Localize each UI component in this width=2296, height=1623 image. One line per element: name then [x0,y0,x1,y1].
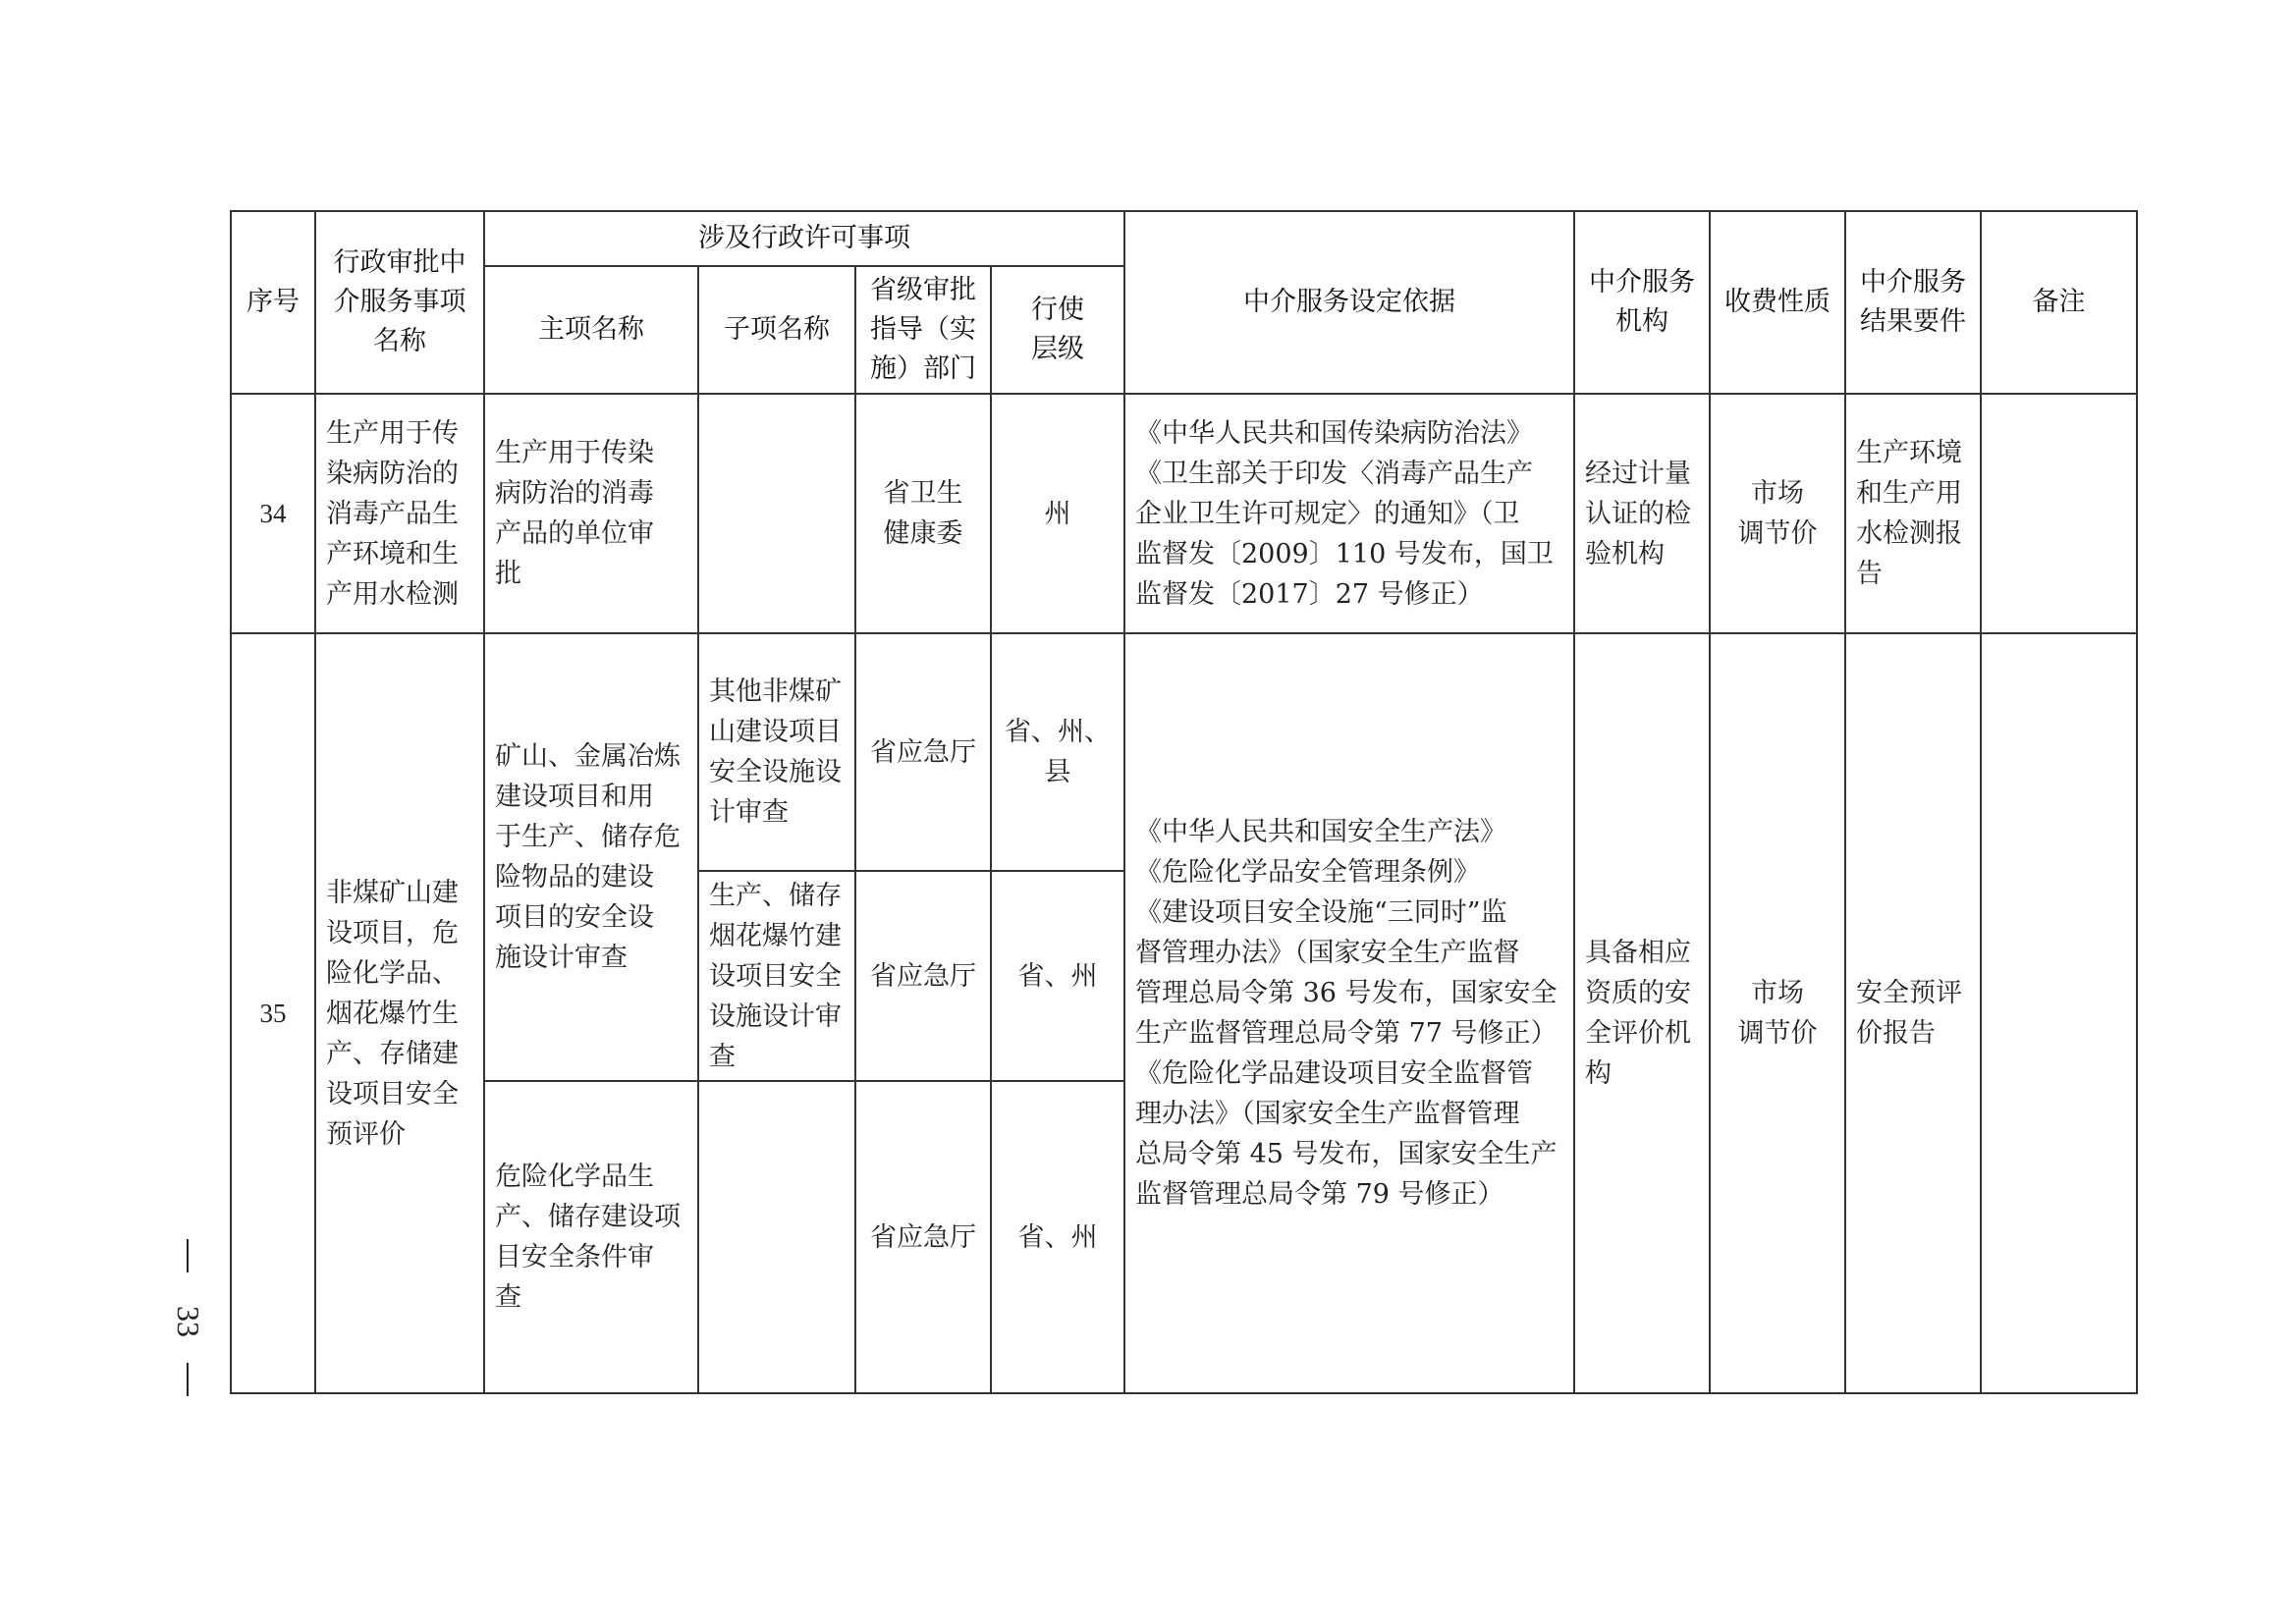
row-agency: 经过计量 认证的检 验机构 [1574,394,1710,633]
row-main-item: 危险化学品生 产、储存建设项 目安全条件审 查 [484,1081,698,1393]
row-dept: 省卫生 健康委 [855,394,991,633]
row-fee: 市场 调节价 [1710,394,1845,633]
table-row-35 [231,633,2137,871]
row-main-item: 矿山、金属冶炼 建设项目和用 于生产、储存危 险物品的建设 项目的安全设 施设计审查 [484,633,698,1081]
row-seq: 34 [231,394,315,633]
page-number-text: 33 [171,1306,206,1337]
header-main-item: 主项名称 [484,266,698,394]
row-agency: 具备相应 资质的安 全评价机 构 [1574,633,1710,1393]
row-dept: 省应急厅 [855,633,991,871]
row-item-name: 生产用于传 染病防治的 消毒产品生 产环境和生 产用水检测 [315,394,484,633]
header-result: 中介服务 结果要件 [1845,211,1981,394]
table-row-34 [231,394,2137,633]
row-sub-item: 生产、储存 烟花爆竹建 设项目安全 设施设计审 查 [698,871,855,1081]
row-dept: 省应急厅 [855,871,991,1081]
row-item-name: 非煤矿山建 设项目，危 险化学品、 烟花爆竹生 产、存储建 设项目安全 预评价 [315,633,484,1393]
header-dept: 省级审批 指导（实 施）部门 [855,266,991,394]
row-fee: 市场 调节价 [1710,633,1845,1393]
row-level: 省、州 [991,1081,1124,1393]
row-dept: 省应急厅 [855,1081,991,1393]
page-number [169,1239,208,1396]
row-sub-item [698,1081,855,1393]
header-permit-group: 涉及行政许可事项 [484,211,1124,266]
page-number-dash-bottom [187,1363,189,1396]
row-level: 省、州、 县 [991,633,1124,871]
row-remark [1981,394,2137,633]
row-level: 州 [991,394,1124,633]
row-basis: 《中华人民共和国安全生产法》 《危险化学品安全管理条例》 《建设项目安全设施“三同时”监 督管理办法》（国家安全生产监督 管理总局令第 36 号发布，国家安全 生产监督管理总局令第 77 号修正） 《危险化学品建设项目安全监督管 理办法》（国家安全生产监督管理 总局令第 45 号发布，国家安全生产 监督管理总局令第 79 号修正） [1124,633,1574,1393]
row-seq: 35 [231,633,315,1393]
header-seq: 序号 [231,211,315,394]
row-basis: 《中华人民共和国传染病防治法》 《卫生部关于印发〈消毒产品生产 企业卫生许可规定〉的通知》（卫 监督发〔2009〕110 号发布，国卫 监督发〔2017〕27 号修正） [1124,394,1574,633]
header-fee: 收费性质 [1710,211,1845,394]
page-number-dash-top [187,1239,189,1272]
row-level: 省、州 [991,871,1124,1081]
row-remark [1981,633,2137,1393]
row-sub-item [698,394,855,633]
service-items-table [230,210,2138,1394]
row-result: 生产环境 和生产用 水检测报 告 [1845,394,1981,633]
header-item-name: 行政审批中 介服务事项 名称 [315,211,484,394]
header-sub-item: 子项名称 [698,266,855,394]
header-basis: 中介服务设定依据 [1124,211,1574,394]
header-remark: 备注 [1981,211,2137,394]
header-agency: 中介服务 机构 [1574,211,1710,394]
row-main-item: 生产用于传染 病防治的消毒 产品的单位审 批 [484,394,698,633]
row-sub-item: 其他非煤矿 山建设项目 安全设施设 计审查 [698,633,855,871]
header-level: 行使 层级 [991,266,1124,394]
row-result: 安全预评 价报告 [1845,633,1981,1393]
